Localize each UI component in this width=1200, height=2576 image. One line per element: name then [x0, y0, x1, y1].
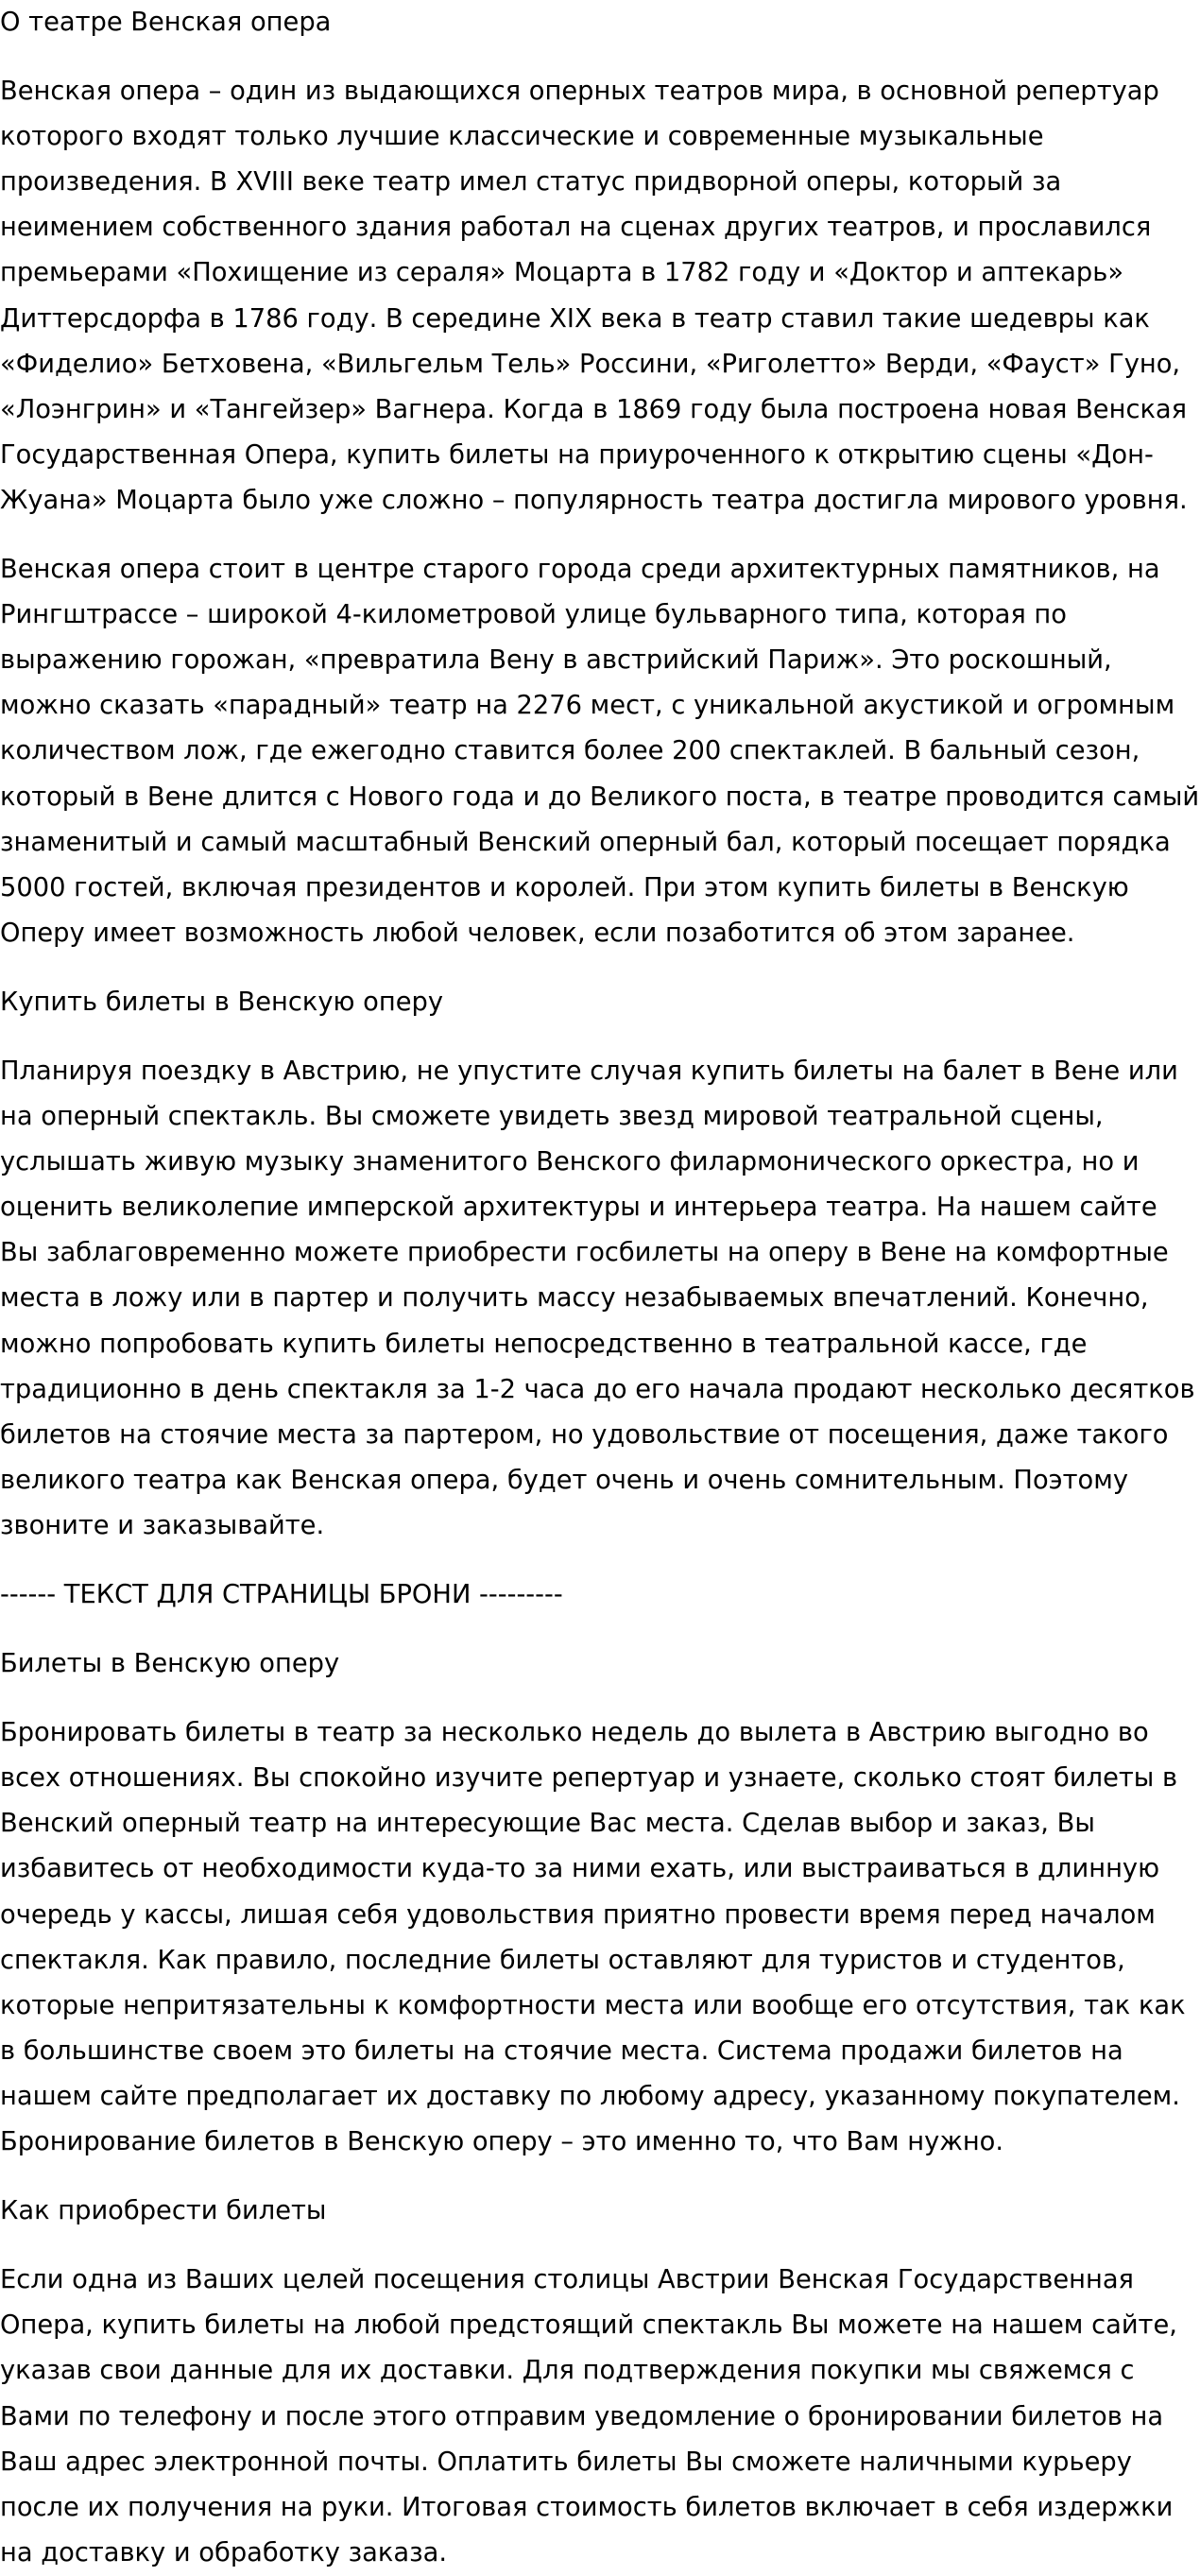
heading-tickets: Билеты в Венскую оперу [0, 1649, 340, 1679]
heading-how-to-buy: Как приобрести билеты [0, 2196, 327, 2226]
heading-about-theatre: О театре Венская опера [0, 8, 332, 37]
paragraph-history: Венская опера – один из выдающихся оперных театров мира, в основной репертуар которого входят только лучшие классические и современные музыкальные произведения. В XVIII веке театр имел статус придворной оперы, который за неимением собственного здания работал на сценах других театров, и прославился премьерами «Похищение из сераля» Моцарта в 1782 году и «Доктор и аптекарь» Диттерсдорфа в 1786 году. В середине XIX века в театр ставил такие шедевры как «Фиделио» Бетховена, «Вильгельм Тель» Россини, «Риголетто» Верди, «Фауст» Гуно, «Лоэнгрин» и «Тангейзер» Вагнера. Когда в 1869 году была построена новая Венская Государственная Опера, купить билеты на приуроченного к открытию сцены «Дон-Жуана» Моцарта было уже сложно – популярность театра достигла мирового уровня. [0, 77, 1188, 515]
paragraph-how-to-buy: Если одна из Ваших целей посещения столицы Австрии Венская Государственная Опера, купить билеты на любой предстоящий спектакль Вы можете на нашем сайте, указав свои данные для их доставки. Для подтверждения покупки мы свяжемся с Вами по телефону и после этого отправим уведомление о бронировании билетов на Ваш адрес электронной почты. Оплатить билеты Вы сможете наличными курьеру после их получения на руки. Итоговая стоимость билетов включает в себя издержки на доставку и обработку заказа. [0, 2265, 1177, 2567]
paragraph-location: Венская опера стоит в центре старого города среди архитектурных памятников, на Рингштрассе – широкой 4-километровой улице бульварного типа, которая по выражению горожан, «превратила Вену в австрийский Париж». Это роскошный, можно сказать «парадный» театр на 2276 мест, с уникальной акустикой и огромным количеством лож, где ежегодно ставится более 200 спектаклей. В бальный сезон, который в Вене длится с Нового года и до Великого поста, в театре проводится самый знаменитый и самый масштабный Венский оперный бал, который посещает порядка 5000 гостей, включая президентов и королей. При этом купить билеты в Венскую Оперу имеет возможность любой человек, если позаботится об этом заранее. [0, 555, 1200, 948]
heading-buy-tickets: Купить билеты в Венскую оперу [0, 987, 443, 1017]
paragraph-booking: Бронировать билеты в театр за несколько недель до вылета в Австрию выгодно во всех отношениях. Вы спокойно изучите репертуар и узнаете, сколько стоят билеты в Венский оперный театр на интересующие Вас места. Сделав выбор и заказ, Вы избавитесь от необходимости куда-то за ними ехать, или выстраиваться в длинную очередь у кассы, лишая себя удовольствия приятно провести время перед началом спектакля. Как правило, последние билеты оставляют для туристов и студентов, которые непритязательны к комфортности места или вообще его отсутствия, так как в большинстве своем это билеты на стоячие места. Система продажи билетов на нашем сайте предполагает их доставку по любому адресу, указанному покупателем. Бронирование билетов в Венскую оперу – это именно то, что Вам нужно. [0, 1718, 1186, 2157]
paragraph-buy-tickets: Планируя поездку в Австрию, не упустите случая купить билеты на балет в Вене или на оперный спектакль. Вы сможете увидеть звезд мировой театральной сцены, услышать живую музыку знаменитого Венского филармонического оркестра, но и оценить великолепие имперской архитектуры и интерьера театра. На нашем сайте Вы заблаговременно можете приобрести госбилеты на оперу в Вене на комфортные места в ложу или в партер и получить массу незабываемых впечатлений. Конечно, можно попробовать купить билеты непосредственно в театральной кассе, где традиционно в день спектакля за 1-2 часа до его начала продают несколько десятков билетов на стоячие места за партером, но удовольствие от посещения, даже такого великого театра как Венская опера, будет очень и очень сомнительным. Поэтому звоните и заказывайте. [0, 1056, 1195, 1540]
section-separator: ------ ТЕКСТ ДЛЯ СТРАНИЦЫ БРОНИ --------- [0, 1580, 563, 1609]
